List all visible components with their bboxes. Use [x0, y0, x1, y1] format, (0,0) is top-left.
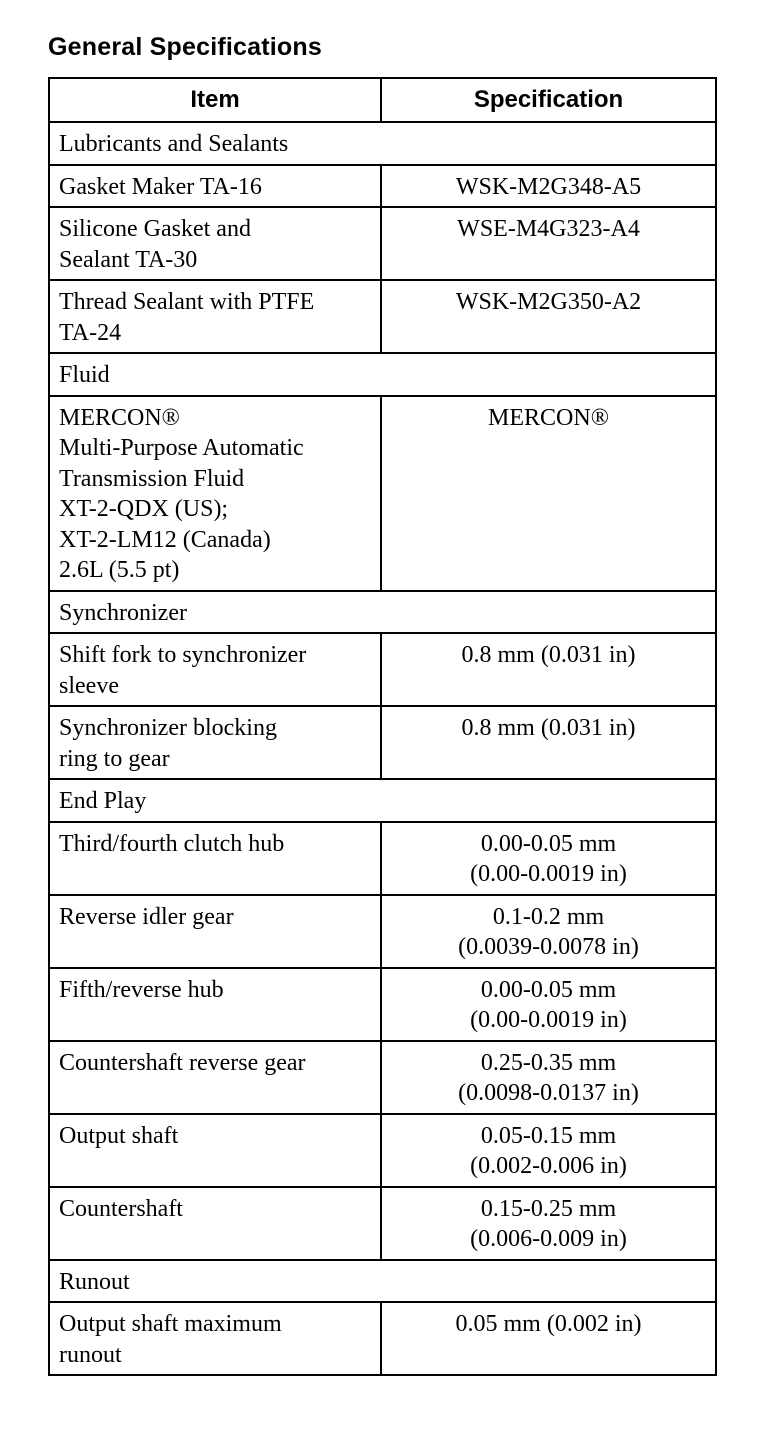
table-row	[49, 1302, 716, 1375]
table-row	[49, 1187, 716, 1260]
specification-cell	[381, 1114, 716, 1187]
table-row	[49, 706, 716, 779]
table-row	[49, 1114, 716, 1187]
item-cell	[49, 1187, 381, 1260]
specification-text: WSE-M4G323-A4	[457, 216, 640, 242]
item-cell	[49, 822, 381, 895]
specification-cell	[381, 706, 716, 779]
specifications-table	[48, 77, 717, 1376]
item-text: Output shaft maximum	[59, 1311, 282, 1337]
table-row	[49, 165, 716, 208]
specification-text: 0.00-0.05 mm	[480, 976, 617, 1003]
table-row	[49, 1041, 716, 1114]
section-heading: Lubricants and Sealants	[49, 122, 716, 165]
item-text: MERCON®	[59, 404, 180, 431]
item-text: Countershaft	[59, 1195, 183, 1222]
column-header-item: Item	[49, 78, 381, 122]
item-text: Thread Sealant with PTFE	[59, 289, 315, 315]
table-row	[49, 968, 716, 1041]
item-text: Reverse idler gear	[59, 903, 234, 930]
section-heading: Runout	[49, 1260, 716, 1303]
item-text: ring to gear	[59, 745, 170, 772]
item-text: Synchronizer blocking	[59, 715, 277, 741]
specification-cell	[381, 1302, 716, 1375]
table-row	[49, 895, 716, 968]
section-row	[49, 353, 716, 396]
section-heading: Synchronizer	[49, 591, 716, 634]
table-row	[49, 207, 716, 280]
item-cell	[49, 1302, 381, 1375]
table-header-row	[49, 78, 716, 122]
item-cell	[49, 895, 381, 968]
section-heading: End Play	[49, 779, 716, 822]
specification-text: WSK-M2G348-A5	[455, 173, 642, 200]
item-text: Shift fork to synchronizer	[59, 642, 307, 668]
item-text: Fifth/reverse hub	[59, 976, 224, 1003]
section-row	[49, 122, 716, 165]
specification-cell	[381, 633, 716, 706]
specification-text: (0.002-0.006 in)	[470, 1153, 627, 1179]
section-row	[49, 779, 716, 822]
specification-text: 0.05 mm (0.002 in)	[455, 1311, 642, 1337]
table-row	[49, 633, 716, 706]
column-header-specification: Specification	[381, 78, 716, 122]
item-text: sleeve	[59, 672, 119, 699]
specification-text: 0.25-0.35 mm	[480, 1049, 617, 1076]
specification-text: (0.00-0.0019 in)	[470, 1007, 627, 1033]
table-row	[49, 822, 716, 895]
specification-cell	[381, 968, 716, 1041]
specification-cell	[381, 207, 716, 280]
item-cell	[49, 633, 381, 706]
specification-text: (0.00-0.0019 in)	[470, 861, 627, 887]
specification-text: 0.8 mm (0.031 in)	[461, 715, 636, 741]
specification-cell	[381, 1187, 716, 1260]
item-text: Silicone Gasket and	[59, 216, 251, 242]
specification-text: 0.15-0.25 mm	[480, 1195, 617, 1222]
specification-text: MERCON®	[488, 404, 609, 431]
specification-cell	[381, 396, 716, 591]
specification-cell	[381, 165, 716, 208]
table-body	[49, 122, 716, 1375]
item-text: Third/fourth clutch hub	[59, 830, 285, 857]
item-cell	[49, 280, 381, 353]
item-text: Transmission Fluid	[59, 465, 245, 492]
page-title: General Specifications	[48, 33, 322, 61]
item-cell	[49, 396, 381, 591]
specification-text: 0.1-0.2 mm	[492, 903, 605, 930]
item-text: XT-2-QDX (US);	[59, 496, 229, 522]
specification-text: 0.00-0.05 mm	[480, 830, 617, 857]
specification-cell	[381, 895, 716, 968]
specification-text: (0.0039-0.0078 in)	[458, 934, 639, 960]
item-cell	[49, 1041, 381, 1114]
table-row	[49, 396, 716, 591]
specification-text: 0.05-0.15 mm	[480, 1122, 617, 1149]
item-text: XT-2-LM12 (Canada)	[59, 526, 271, 553]
section-heading: Fluid	[49, 353, 716, 396]
item-text: Multi-Purpose Automatic	[59, 435, 304, 461]
item-cell	[49, 968, 381, 1041]
specification-cell	[381, 1041, 716, 1114]
item-text: TA-24	[59, 319, 122, 346]
item-text: Sealant TA-30	[59, 246, 198, 273]
specification-cell	[381, 822, 716, 895]
item-text: Output shaft	[59, 1122, 179, 1149]
section-row	[49, 591, 716, 634]
item-cell	[49, 165, 381, 208]
section-row	[49, 1260, 716, 1303]
item-cell	[49, 1114, 381, 1187]
specification-cell	[381, 280, 716, 353]
item-text: Countershaft reverse gear	[59, 1049, 306, 1076]
item-text: runout	[59, 1341, 122, 1368]
specification-text: 0.8 mm (0.031 in)	[461, 642, 636, 668]
table-row	[49, 280, 716, 353]
item-cell	[49, 207, 381, 280]
item-cell	[49, 706, 381, 779]
item-text: Gasket Maker TA-16	[59, 173, 262, 200]
specification-text: (0.0098-0.0137 in)	[458, 1080, 639, 1106]
item-text: 2.6L (5.5 pt)	[59, 557, 180, 583]
specification-text: (0.006-0.009 in)	[470, 1226, 627, 1252]
specification-text: WSK-M2G350-A2	[455, 289, 642, 315]
